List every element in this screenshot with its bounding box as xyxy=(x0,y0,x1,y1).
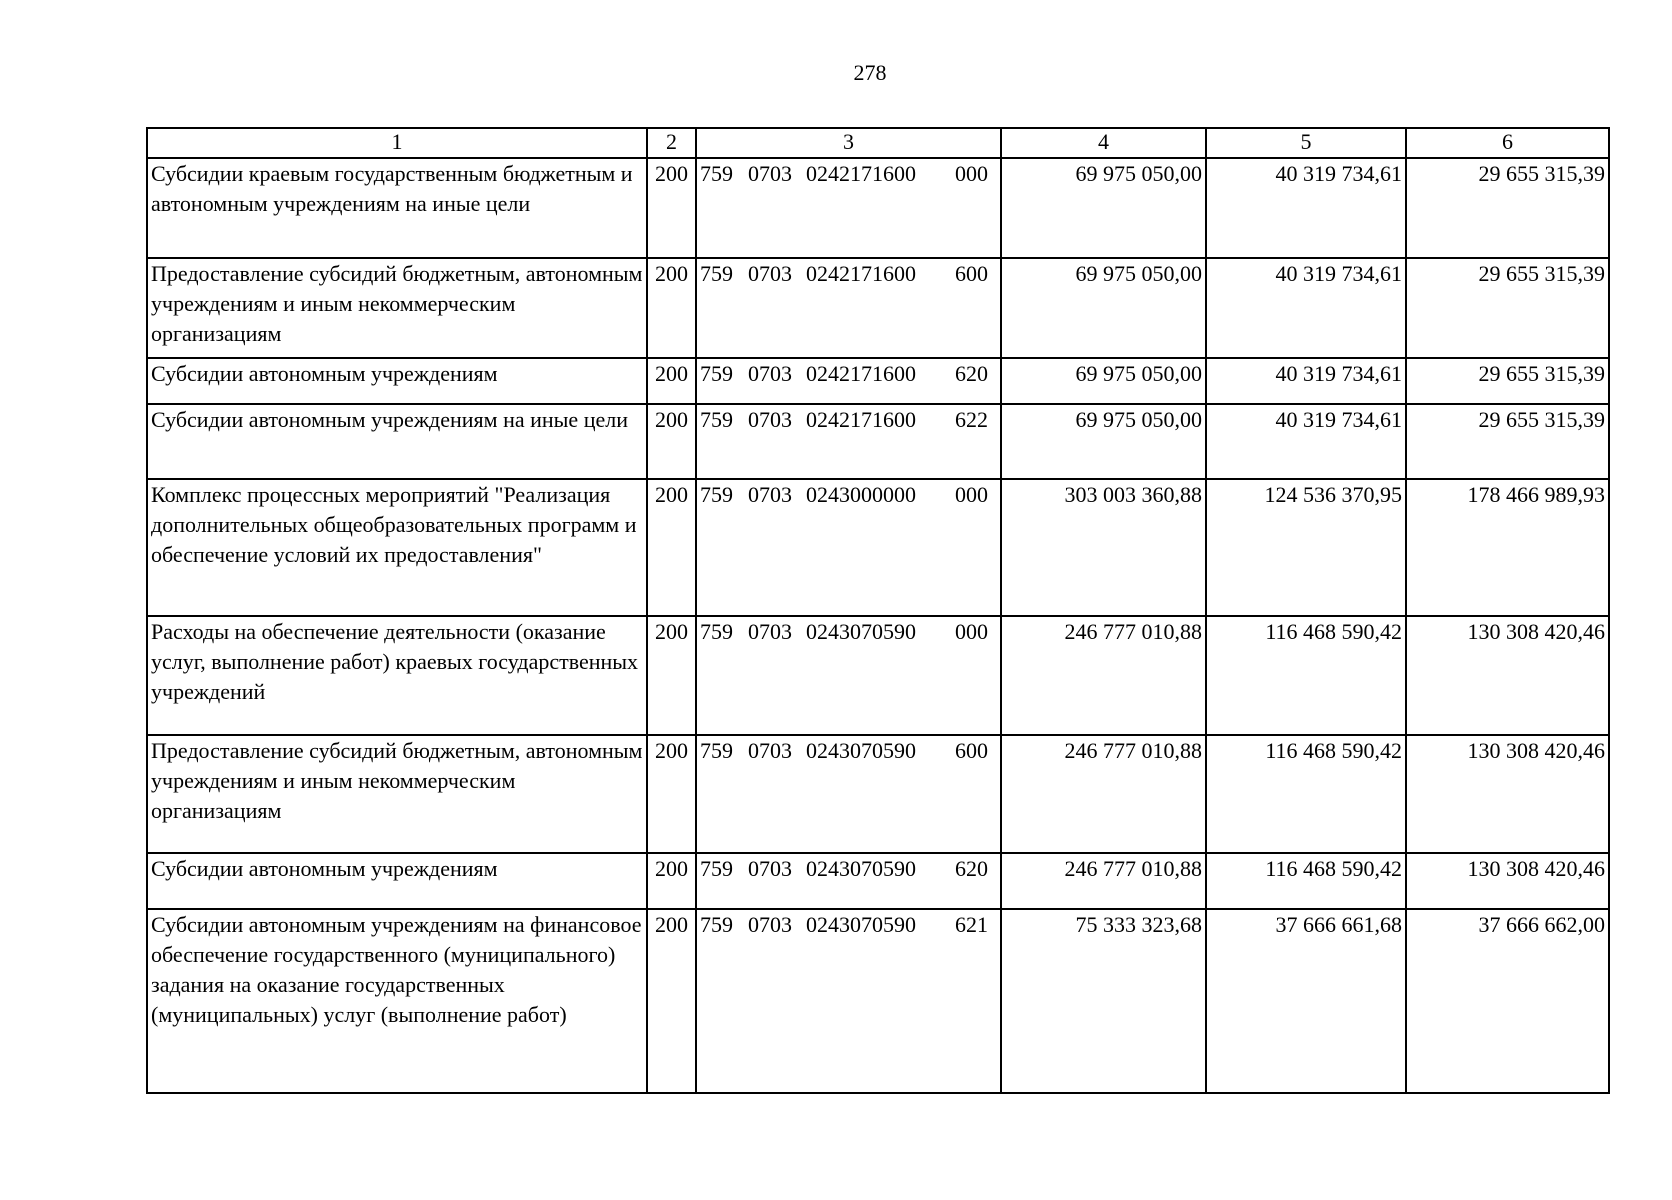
code-cs: 0243070590 xyxy=(806,738,916,763)
col4-value: 69 975 050,00 xyxy=(1001,258,1206,358)
col2-value: 200 xyxy=(647,404,696,479)
code-vid: 759 xyxy=(700,738,733,763)
budget-code xyxy=(696,158,1001,258)
col6-value: 130 308 420,46 xyxy=(1406,853,1609,909)
header-cell: 6 xyxy=(1406,128,1609,158)
col4-value: 69 975 050,00 xyxy=(1001,404,1206,479)
col5-value: 40 319 734,61 xyxy=(1206,158,1406,258)
table-row xyxy=(147,616,1609,735)
code-rz: 0703 xyxy=(748,261,792,286)
col6-value: 29 655 315,39 xyxy=(1406,404,1609,479)
code-cs: 0242171600 xyxy=(806,261,916,286)
row-name: Комплекс процессных мероприятий "Реализация дополнительных общеобразовательных программ и обеспечение условий их предоставления" xyxy=(147,479,647,616)
code-rz: 0703 xyxy=(748,738,792,763)
code-rz: 0703 xyxy=(748,482,792,507)
col5-value: 40 319 734,61 xyxy=(1206,358,1406,404)
code-cs: 0243000000 xyxy=(806,482,916,507)
col2-value: 200 xyxy=(647,258,696,358)
code-rz: 0703 xyxy=(748,856,792,881)
budget-code xyxy=(696,735,1001,853)
budget-code xyxy=(696,258,1001,358)
code-vid: 759 xyxy=(700,161,733,186)
col6-value: 130 308 420,46 xyxy=(1406,735,1609,853)
code-vr: 000 xyxy=(955,161,988,186)
code-vr: 600 xyxy=(955,738,988,763)
col2-value: 200 xyxy=(647,358,696,404)
col4-value: 69 975 050,00 xyxy=(1001,358,1206,404)
code-vr: 000 xyxy=(955,619,988,644)
code-vr: 622 xyxy=(955,407,988,432)
header-cell: 4 xyxy=(1001,128,1206,158)
code-cs: 0242171600 xyxy=(806,161,916,186)
col5-value: 40 319 734,61 xyxy=(1206,404,1406,479)
table-row xyxy=(147,158,1609,258)
budget-code xyxy=(696,479,1001,616)
code-rz: 0703 xyxy=(748,407,792,432)
col6-value: 29 655 315,39 xyxy=(1406,158,1609,258)
code-rz: 0703 xyxy=(748,619,792,644)
col4-value: 75 333 323,68 xyxy=(1001,909,1206,1093)
header-cell: 2 xyxy=(647,128,696,158)
col2-value: 200 xyxy=(647,158,696,258)
table-row xyxy=(147,258,1609,358)
code-vid: 759 xyxy=(700,619,733,644)
col6-value: 29 655 315,39 xyxy=(1406,358,1609,404)
col6-value: 130 308 420,46 xyxy=(1406,616,1609,735)
code-vid: 759 xyxy=(700,912,733,937)
header-cell: 3 xyxy=(696,128,1001,158)
code-cs: 0243070590 xyxy=(806,619,916,644)
table-row xyxy=(147,853,1609,909)
col5-value: 116 468 590,42 xyxy=(1206,853,1406,909)
col5-value: 116 468 590,42 xyxy=(1206,616,1406,735)
page-number: 278 xyxy=(853,60,887,85)
header-cell: 1 xyxy=(147,128,647,158)
row-name: Предоставление субсидий бюджетным, автономным учреждениям и иным некоммерческим организациям xyxy=(147,735,647,853)
code-vid: 759 xyxy=(700,856,733,881)
row-name: Расходы на обеспечение деятельности (оказание услуг, выполнение работ) краевых государственных учреждений xyxy=(147,616,647,735)
code-cs: 0242171600 xyxy=(806,361,916,386)
row-name: Субсидии автономным учреждениям xyxy=(147,358,647,404)
code-cs: 0243070590 xyxy=(806,856,916,881)
row-name: Субсидии краевым государственным бюджетным и автономным учреждениям на иные цели xyxy=(147,158,647,258)
col4-value: 303 003 360,88 xyxy=(1001,479,1206,616)
col6-value: 29 655 315,39 xyxy=(1406,258,1609,358)
col5-value: 116 468 590,42 xyxy=(1206,735,1406,853)
col5-value: 124 536 370,95 xyxy=(1206,479,1406,616)
code-vr: 620 xyxy=(955,856,988,881)
table-row xyxy=(147,404,1609,479)
col4-value: 246 777 010,88 xyxy=(1001,616,1206,735)
code-rz: 0703 xyxy=(748,361,792,386)
budget-table xyxy=(146,127,1610,1094)
code-vid: 759 xyxy=(700,361,733,386)
header-row xyxy=(147,128,1609,158)
col2-value: 200 xyxy=(647,909,696,1093)
budget-code xyxy=(696,404,1001,479)
code-vr: 600 xyxy=(955,261,988,286)
code-vr: 621 xyxy=(955,912,988,937)
col4-value: 246 777 010,88 xyxy=(1001,735,1206,853)
row-name: Субсидии автономным учреждениям на финансовое обеспечение государственного (муниципального) задания на оказание государственных (муниципальных) услуг (выполнение работ) xyxy=(147,909,647,1093)
row-name: Субсидии автономным учреждениям на иные цели xyxy=(147,404,647,479)
col5-value: 40 319 734,61 xyxy=(1206,258,1406,358)
code-vr: 620 xyxy=(955,361,988,386)
table-row xyxy=(147,358,1609,404)
budget-code xyxy=(696,909,1001,1093)
col2-value: 200 xyxy=(647,735,696,853)
budget-code xyxy=(696,616,1001,735)
code-vid: 759 xyxy=(700,407,733,432)
table-row xyxy=(147,479,1609,616)
col2-value: 200 xyxy=(647,853,696,909)
code-vid: 759 xyxy=(700,482,733,507)
col2-value: 200 xyxy=(647,616,696,735)
code-vr: 000 xyxy=(955,482,988,507)
code-cs: 0243070590 xyxy=(806,912,916,937)
code-rz: 0703 xyxy=(748,912,792,937)
col2-value: 200 xyxy=(647,479,696,616)
header-cell: 5 xyxy=(1206,128,1406,158)
col6-value: 37 666 662,00 xyxy=(1406,909,1609,1093)
col4-value: 69 975 050,00 xyxy=(1001,158,1206,258)
code-rz: 0703 xyxy=(748,161,792,186)
code-vid: 759 xyxy=(700,261,733,286)
table-row xyxy=(147,909,1609,1093)
col5-value: 37 666 661,68 xyxy=(1206,909,1406,1093)
row-name: Субсидии автономным учреждениям xyxy=(147,853,647,909)
row-name: Предоставление субсидий бюджетным, автономным учреждениям и иным некоммерческим организациям xyxy=(147,258,647,358)
budget-code xyxy=(696,358,1001,404)
table-row xyxy=(147,735,1609,853)
code-cs: 0242171600 xyxy=(806,407,916,432)
col4-value: 246 777 010,88 xyxy=(1001,853,1206,909)
col6-value: 178 466 989,93 xyxy=(1406,479,1609,616)
budget-code xyxy=(696,853,1001,909)
